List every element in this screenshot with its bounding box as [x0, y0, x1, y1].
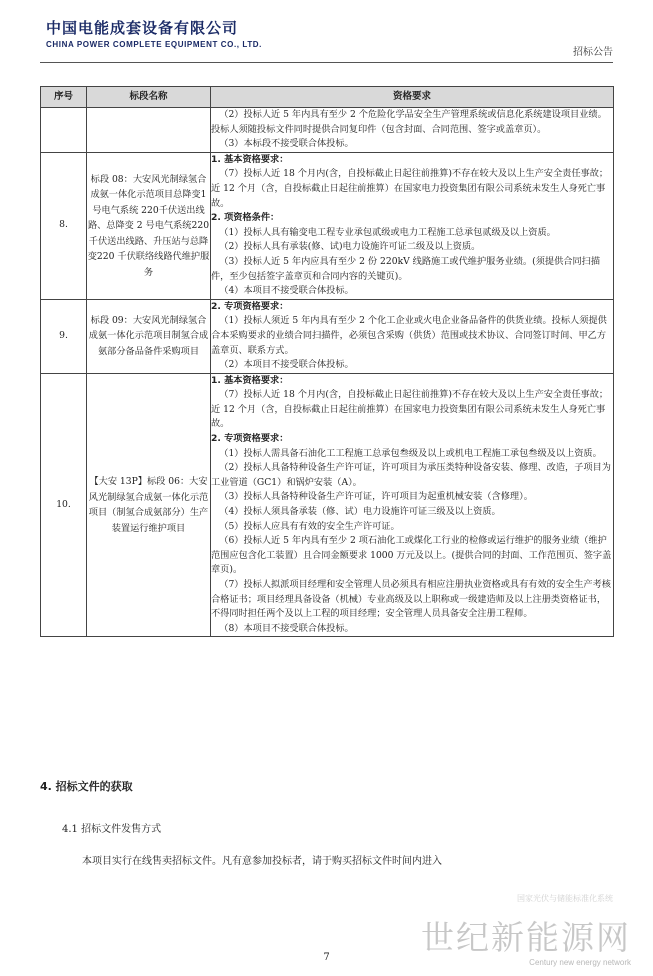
requirement-item: （4）投标人须具备承装（修、试）电力设施许可证三级及以上资质。 [219, 506, 501, 518]
row-seq: 8. [41, 152, 87, 299]
page-header [0, 0, 653, 70]
table-row [41, 108, 614, 153]
table-header-row [41, 87, 614, 108]
header-name: 标段名称 [87, 87, 211, 108]
table-row [41, 373, 614, 637]
header-divider [40, 62, 613, 63]
row-seq: 10. [41, 373, 87, 637]
requirement-item: （4）本项目不接受联合体投标。 [219, 285, 354, 297]
company-name-en: CHINA POWER COMPLETE EQUIPMENT CO., LTD. [46, 40, 262, 49]
row-section-name: 标段 08：大安风光制绿氢合成氨一体化示范项目总降变1 号电气系统 220千伏送出线路、总降变 2 号电气系统220 千伏送出线路、升压站与总降变220 千伏联络线路代维护服务 [87, 152, 211, 299]
requirement-item: （3）投标人具备特种设备生产许可证，许可项目为起重机械安装（含修理）。 [219, 491, 533, 503]
header-requirements: 资格要求 [211, 87, 614, 108]
requirement-item: （1）投标人具有输变电工程专业承包贰级或电力工程施工总承包贰级及以上资质。 [219, 226, 556, 238]
row-requirements [211, 108, 614, 153]
requirement-item: （2）本项目不接受联合体投标。 [219, 359, 354, 371]
company-name-cn: 中国电能成套设备有限公司 [46, 19, 239, 37]
row-section-name [87, 108, 211, 153]
section-4-paragraph: 本项目实行在线售卖招标文件。凡有意参加投标者，请于购买招标文件时间内进入 [82, 856, 442, 867]
watermark-logo: 世纪新能源网 [421, 918, 631, 957]
requirement-heading: 2. 项资格条件： [211, 212, 280, 224]
requirement-item: （3）投标人近 5 年内应具有至少 2 份 220kV 线路施工或代维护服务业绩。(须提供合同扫描件，至少包括签字盖章页和合同内容的关键页)。 [211, 255, 601, 282]
table-row [41, 152, 614, 299]
row-seq: 9. [41, 299, 87, 373]
requirement-item: （5）投标人应具有有效的安全生产许可证。 [219, 520, 400, 532]
row-section-name: 标段 09：大安风光制绿氢合成氨一体化示范项目制氢合成氨部分备品备件采购项目 [87, 299, 211, 373]
requirement-item: （1）投标人须近 5 年内具有至少 2 个化工企业或火电企业备品备件的供货业绩。投标人须提供合本采购要求的业绩合同扫描件，必须包含采购（供货）范围或技术协议、合同签订时间、甲乙方盖章页、联系方式。 [211, 315, 607, 356]
row-requirements [211, 373, 614, 637]
requirement-item: （2）投标人近 5 年内具有至少 2 个危险化学品安全生产管理系统或信息化系统建设项目业绩。投标人须随投标文件同时提供合同复印件（包含封面、合同范围、签字或盖章页）。 [211, 109, 607, 135]
watermark-english: Century new energy network [529, 958, 631, 967]
qualification-table [40, 86, 614, 637]
row-seq [41, 108, 87, 153]
requirement-item: （7）投标人近 18 个月内(含，自投标截止日起往前推算)不存在较大及以上生产安全责任事故；近 12 个月（含，自投标截止日起往前推算）在国家电力投资集团有限公司系统未发生人身死亡事故。 [211, 168, 609, 209]
requirement-heading: 1. 基本资格要求： [211, 153, 289, 165]
document-type: 招标公告 [573, 47, 613, 58]
row-section-name: 【大安 13P】标段 06：大安风光制绿氢合成氨一体化示范项目（制氢合成氨部分）生产装置运行维护项目 [87, 373, 211, 637]
requirement-item: （6）投标人近 5 年内具有至少 2 项石油化工或煤化工行业的检修或运行维护的服务业绩（维护范围应包含化工装置）且合同金额要求 1000 万元及以上。(提供合同的封面、工作范围页、签字盖章页)。 [211, 535, 612, 576]
requirement-item: （7）投标人拟派项目经理和安全管理人员必须具有相应注册执业资格或具有有效的安全生产考核合格证书；项目经理具备设备（机械）专业高级及以上职称或一级建造师及以上注册类资格证书，不得同时担任两个及以上工程的项目经理；安全管理人员具备安全注册工程师。 [211, 579, 611, 620]
requirement-heading: 2. 专项资格要求： [211, 300, 289, 312]
table-row [41, 299, 614, 373]
requirement-item: （7）投标人近 18 个月内(含，自投标截止日起往前推算)不存在较大及以上生产安全责任事故；近 12 个月（含，自投标截止日起往前推算）在国家电力投资集团有限公司系统未发生人身死亡事故。 [211, 389, 609, 430]
requirement-item: （1）投标人需具备石油化工工程施工总承包叁级及以上或机电工程施工承包叁级及以上资质。 [219, 447, 602, 459]
section-4-title: 4. 招标文件的获取 [40, 780, 133, 793]
requirement-item: （8）本项目不接受联合体投标。 [219, 622, 354, 634]
requirement-item: （2）投标人具有承装(修、试)电力设施许可证二级及以上资质。 [219, 241, 481, 253]
row-requirements [211, 299, 614, 373]
watermark-small-text: 国家光伏与储能标准化系统 [517, 894, 613, 903]
header-seq: 序号 [41, 87, 87, 108]
requirement-item: （3）本标段不接受联合体投标。 [219, 138, 354, 150]
requirement-item: （2）投标人具备特种设备生产许可证，许可项目为承压类特种设备安装、修理、改造，子项目为工业管道（GC1）和锅炉安装（A）。 [211, 462, 611, 488]
row-requirements [211, 152, 614, 299]
page-number: 7 [323, 952, 330, 963]
section-4-1-title: 4.1 招标文件发售方式 [62, 824, 162, 835]
requirement-heading: 1. 基本资格要求： [211, 374, 289, 386]
requirement-heading: 2. 专项资格要求： [211, 433, 289, 445]
